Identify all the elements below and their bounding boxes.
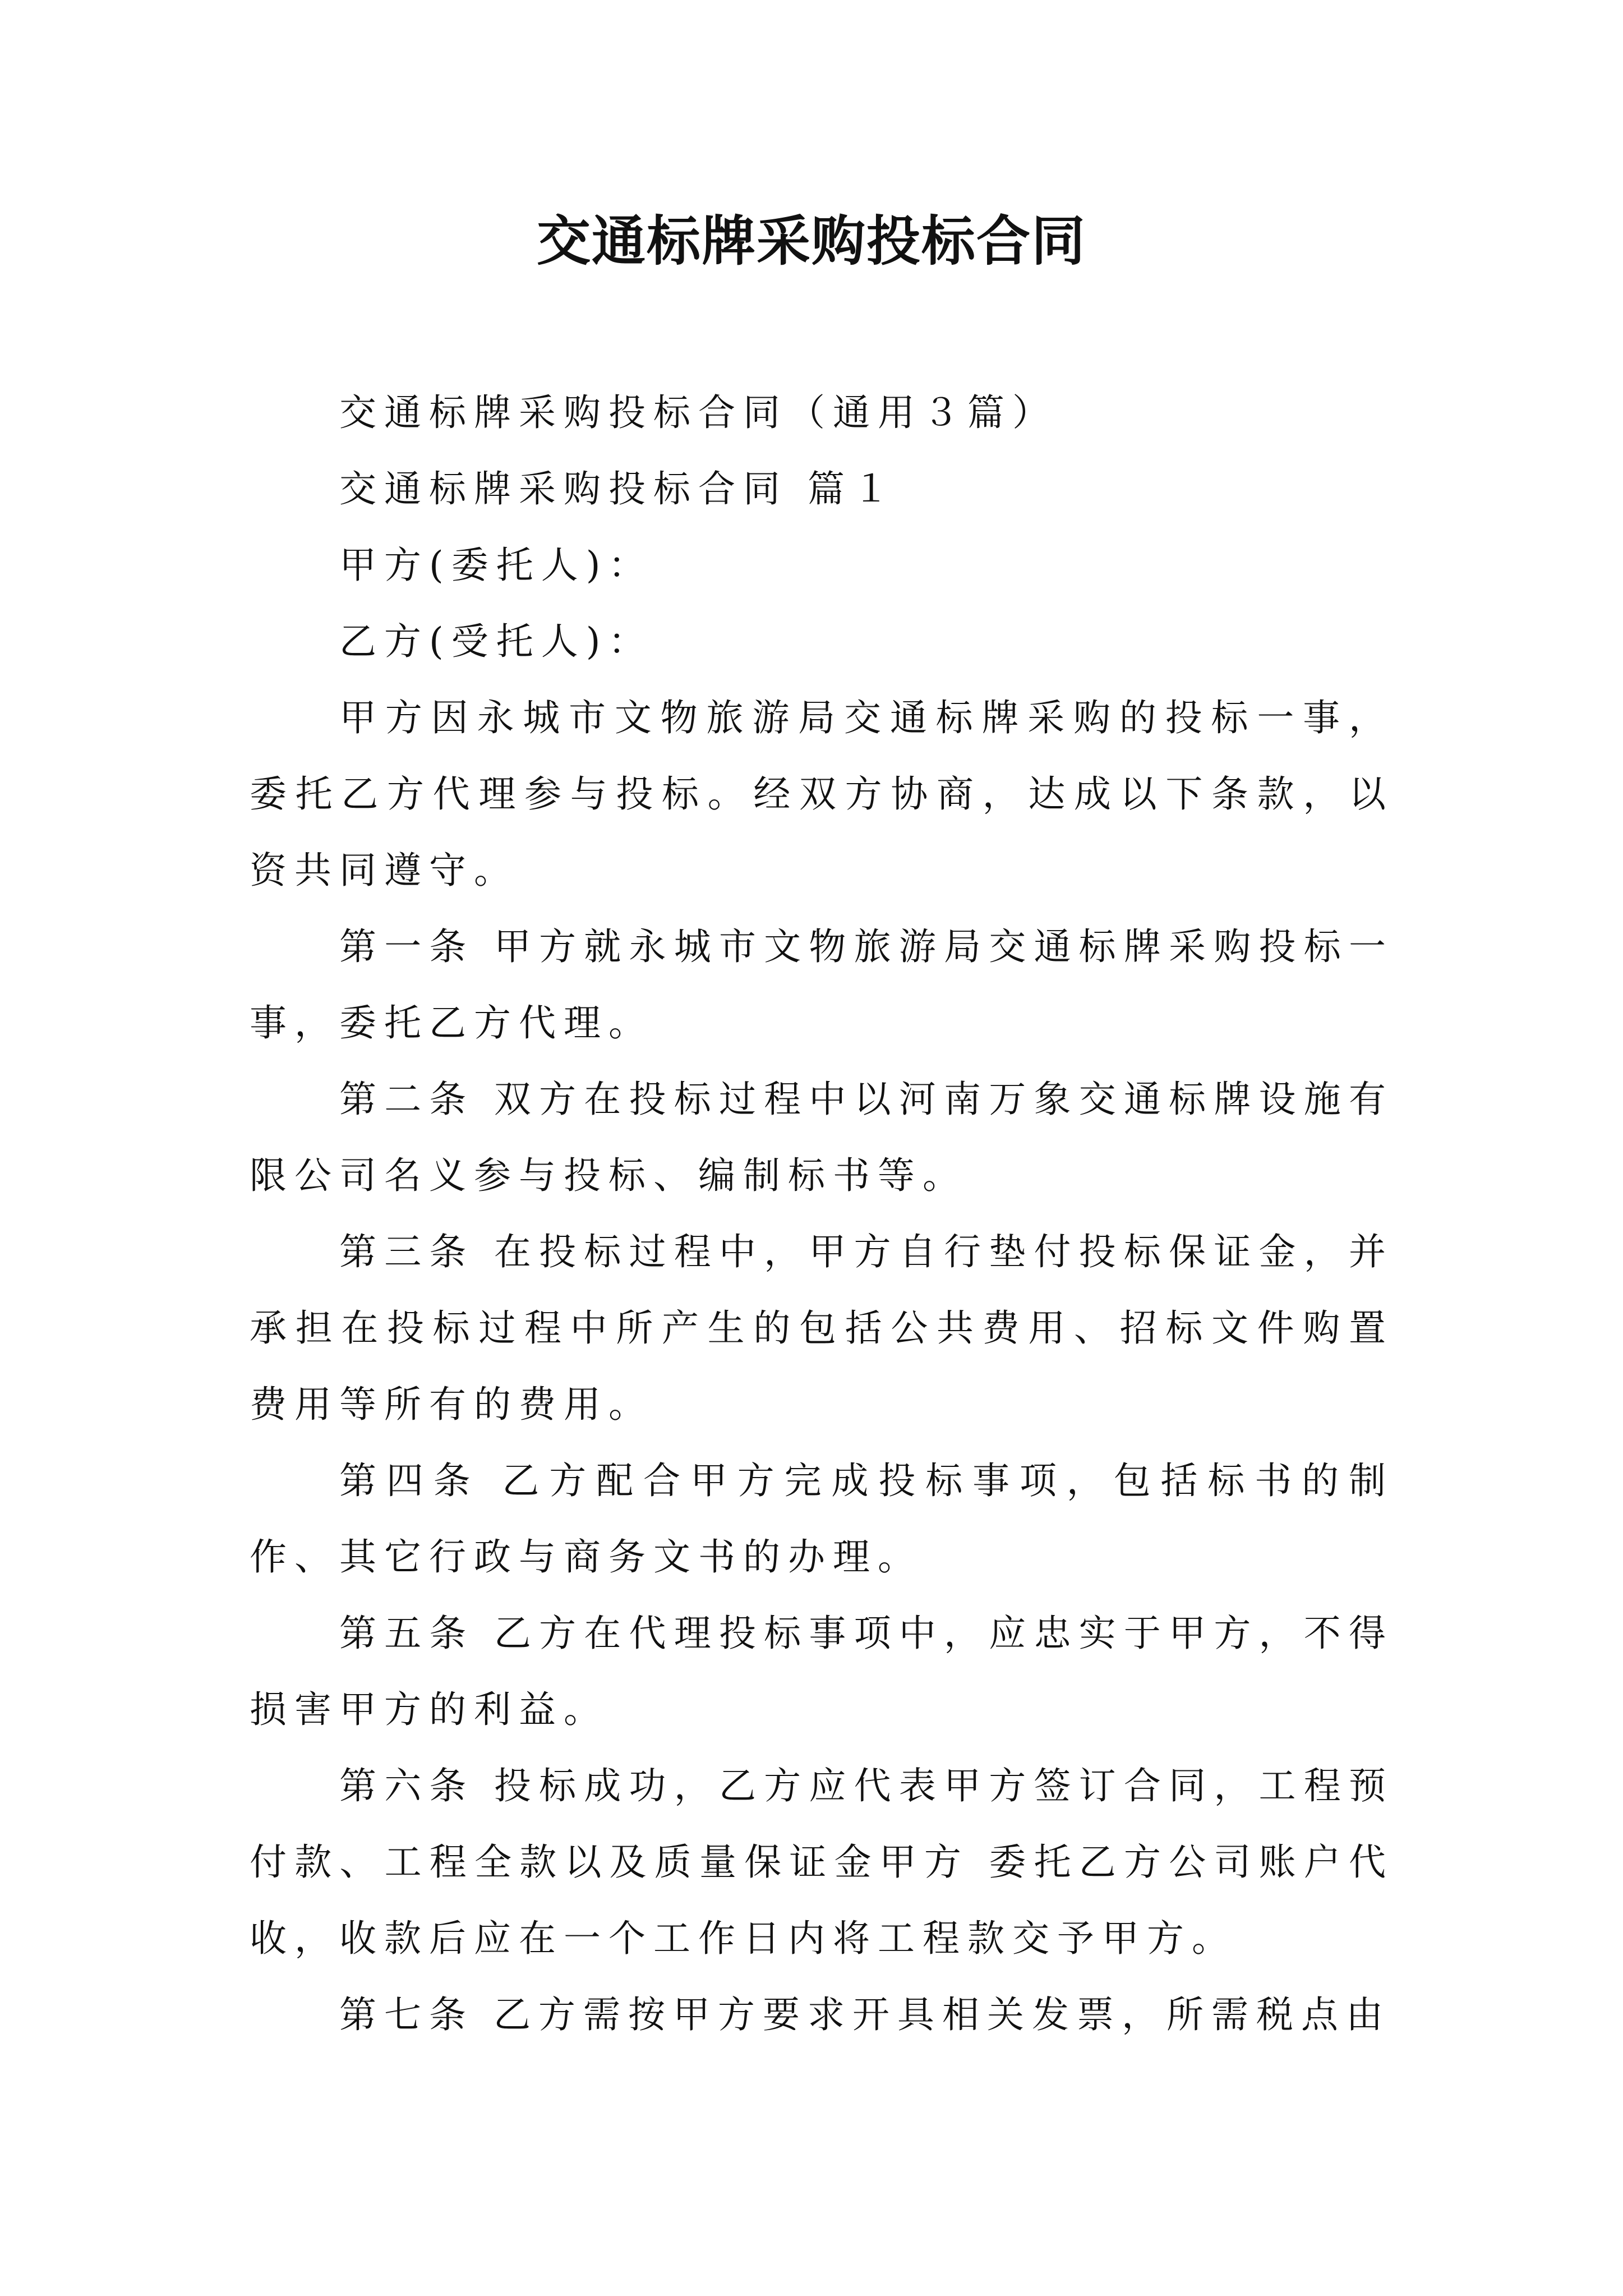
paragraph-party-b: 乙方(受托人)： [339, 620, 653, 663]
paragraph-preamble: 甲方因永城市文物旅游局交通标牌采购的投标一事，委托乙方代理参与投标。经双方协商，达成以下条款，以资共同遵守。 [250, 696, 1394, 892]
paragraph-collection-title: 交通标牌采购投标合同（通用３篇） [339, 391, 1057, 434]
paragraph-article-5: 第五条 乙方在代理投标事项中，应忠实于甲方，不得损害甲方的利益。 [250, 1612, 1394, 1731]
paragraph-article-4: 第四条 乙方配合甲方完成投标事项，包括标书的制作、其它行政与商务文书的办理。 [250, 1459, 1394, 1579]
paragraph-article-6: 第六条 投标成功，乙方应代表甲方签订合同，工程预付款、工程全款以及质量保证金甲方 委托乙方公司账户代收，收款后应在一个工作日内将工程款交予甲方。 [250, 1764, 1394, 1960]
document-title: 交通标牌采购投标合同 [537, 210, 1086, 273]
paragraph-article-1: 第一条 甲方就永城市文物旅游局交通标牌采购投标一事，委托乙方代理。 [250, 925, 1394, 1045]
paragraph-article-3: 第三条 在投标过程中，甲方自行垫付投标保证金，并承担在投标过程中所产生的包括公共费用、招标文件购置费用等所有的费用。 [250, 1230, 1394, 1426]
paragraph-article-7: 第七条 乙方需按甲方要求开具相关发票，所需税点由 [339, 1993, 1391, 2036]
paragraph-article-2: 第二条 双方在投标过程中以河南万象交通标牌设施有限公司名义参与投标、编制标书等。 [250, 1078, 1394, 1197]
document-body [250, 375, 1394, 2053]
paragraph-part-heading: 交通标牌采购投标合同 篇１ [339, 467, 897, 510]
paragraph-party-a: 甲方(委托人)： [339, 544, 653, 587]
